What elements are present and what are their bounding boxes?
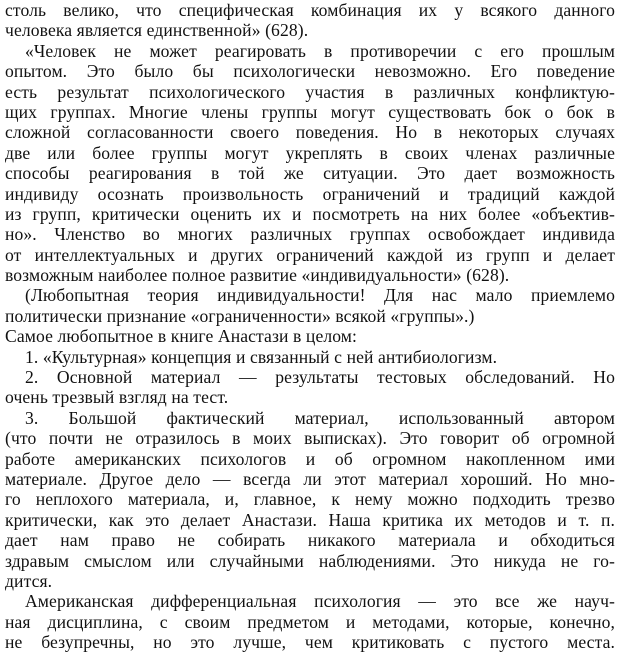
text-line: столь велико, что специфическая комбинация их у всякого данного [5,0,615,20]
text-line: опытом. Это было бы психологически невозможно. Его поведение [5,61,615,82]
text-line: способы реагирования в той же ситуации. Это дает возможность [5,163,615,184]
text-line: (что почти не отразилось в моих выписках). Это говорит об огромной [5,428,615,449]
text-line: щих группах. Многие члены группы могут существовать бок о бок в [5,101,615,122]
text-line: 1. «Культурная» концепция и связанный с ней антибиологизм. [25,346,498,367]
text-line: (Любопытная теория индивидуальности! Для нас мало приемлемо [25,285,615,306]
text-line: дится. [5,570,53,591]
text-line: но». Членство во многих различных группах освобождает индивида [5,224,615,245]
text-line: не безупречны, но это лучше, чем критиковать с пустого места. [5,632,615,653]
text-line: дает нам право не собирать никакого материала и обходиться [5,530,615,551]
text-line: от интеллектуальных и других ограничений каждой из групп и делает [5,244,615,265]
text-line: возможным наиболее полное развитие «индивидуальности» (628). [5,265,510,286]
text-line: «Человек не может реагировать в противоречии с его прошлым [25,40,615,61]
text-line: из групп, критически оценить их и посмотреть на них более «объектив- [5,203,615,224]
text-line: Самое любопытное в книге Анастази в целом: [5,326,358,347]
text-line: го неплохого материала, и, главное, к нему можно подходить трезво [5,489,615,510]
text-line: ная дисциплина, с своим предметом и методами, которые, конечно, [5,611,615,632]
text-line: очень трезвый взгляд на тест. [5,387,229,408]
text-line: критически, как это делает Анастази. Наша критика их методов и т. п. [5,509,615,530]
text-line: индивиду осознать произвольность ограничений и традиций каждой [5,183,615,204]
text-line: человека является единственной» (628). [5,20,309,41]
text-line: 2. Основной материал — результаты тестовых обследований. Но [25,367,615,388]
text-line: Американская дифференциальная психология — это все же науч- [25,591,615,612]
text-line: есть результат психологического участия в различных конфликтую- [5,81,615,102]
text-line: материале. Другое дело — всегда ли этот материал хороший. Но мно- [5,468,615,489]
text-line: политически признание «ограниченности» всякой «группы».) [5,305,475,326]
text-line: работе американских психологов и об огромном накопленном ими [5,448,615,469]
text-line: сложной согласованности своего поведения. Но в некоторых случаях [5,122,615,143]
text-line: здравым смыслом или случайными наблюдениями. Это никуда не го- [5,550,615,571]
text-line: две или более группы могут укреплять в своих членах различные [5,142,615,163]
text-line: 3. Большой фактический материал, использованный автором [25,407,615,428]
